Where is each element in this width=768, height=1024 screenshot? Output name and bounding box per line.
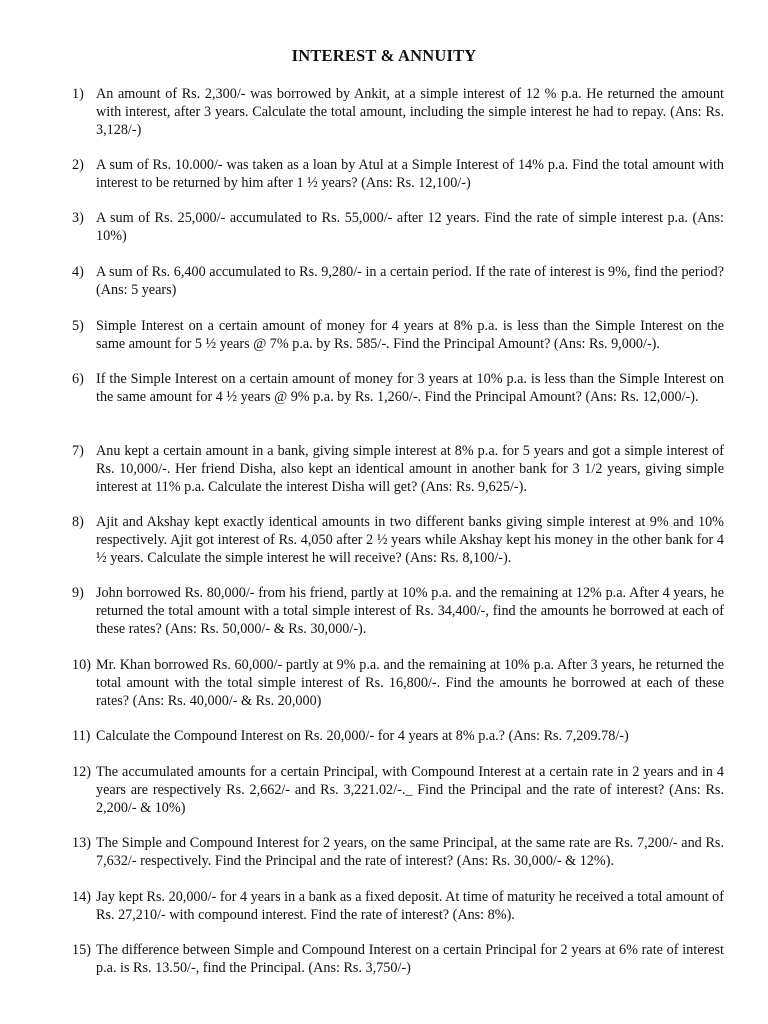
question-item <box>72 727 724 745</box>
question-number: 6) <box>72 371 84 387</box>
question-item <box>72 209 724 245</box>
question-item <box>72 85 724 139</box>
question-number: 13) <box>72 835 91 851</box>
question-item <box>72 941 724 977</box>
question-text: A sum of Rs. 6,400 accumulated to Rs. 9,280/- in a certain period. If the rate of interest is 9%, find the period? (Ans: 5 years) <box>96 264 724 298</box>
question-number: 1) <box>72 86 84 102</box>
question-text: If the Simple Interest on a certain amount of money for 3 years at 10% p.a. is less than the Simple Interest on the same amount for 4 ½ years @ 9% p.a. by Rs. 1,260/-. Find the Principal Amount? (Ans: Rs. 12,000/-). <box>96 371 724 405</box>
question-text: The accumulated amounts for a certain Principal, with Compound Interest at a certain rate in 2 years and in 4 years are respectively Rs. 2,662/- and Rs. 3,221.02/-._ Find the Principal and the rate of interest? (Ans: Rs. 2,200/- & 10%) <box>96 764 724 816</box>
question-number: 12) <box>72 764 91 780</box>
question-item <box>72 763 724 817</box>
question-number: 7) <box>72 443 84 459</box>
question-number: 14) <box>72 889 91 905</box>
question-item <box>72 263 724 299</box>
question-number: 3) <box>72 210 84 226</box>
question-text: A sum of Rs. 25,000/- accumulated to Rs. 55,000/- after 12 years. Find the rate of simple interest p.a. (Ans: 10%) <box>96 210 724 244</box>
question-number: 11) <box>72 728 91 744</box>
question-item <box>72 888 724 924</box>
question-item <box>72 513 724 567</box>
question-number: 10) <box>72 657 91 673</box>
question-number: 9) <box>72 585 84 601</box>
question-number: 4) <box>72 264 84 280</box>
question-text: The difference between Simple and Compound Interest on a certain Principal for 2 years at 6% rate of interest p.a. is Rs. 13.50/-, find the Principal. (Ans: Rs. 3,750/-) <box>96 942 724 976</box>
question-item <box>72 317 724 353</box>
question-text: The Simple and Compound Interest for 2 years, on the same Principal, at the same rate are Rs. 7,200/- and Rs. 7,632/- respectively. Find the Principal and the rate of interest? (Ans: Rs. 30,000/- & 12%). <box>96 835 724 869</box>
question-text: An amount of Rs. 2,300/- was borrowed by Ankit, at a simple interest of 12 % p.a. He returned the amount with interest, after 3 years. Calculate the total amount, including the simple interest he had to repay. (Ans: Rs. 3,128/-) <box>96 86 724 138</box>
question-text: Anu kept a certain amount in a bank, giving simple interest at 8% p.a. for 5 years and got a simple interest of Rs. 10,000/-. Her friend Disha, also kept an identical amount in another bank for 3 1/2 years, giving simple interest at 11% p.a. Calculate the interest Disha will get? (Ans: Rs. 9,625/-). <box>96 443 724 495</box>
question-number: 5) <box>72 318 84 334</box>
question-text: John borrowed Rs. 80,000/- from his friend, partly at 10% p.a. and the remaining at 12% p.a. After 4 years, he returned the total amount with a total simple interest of Rs. 34,400/-, find the amounts he borrowed at each of these rates? (Ans: Rs. 50,000/- & Rs. 30,000/-). <box>96 585 724 637</box>
question-item <box>72 442 724 496</box>
question-number: 15) <box>72 942 91 958</box>
question-item <box>72 834 724 870</box>
question-text: Simple Interest on a certain amount of money for 4 years at 8% p.a. is less than the Simple Interest on the same amount for 5 ½ years @ 7% p.a. by Rs. 585/-. Find the Principal Amount? (Ans: Rs. 9,000/-). <box>96 318 724 352</box>
question-item <box>72 584 724 638</box>
question-item <box>72 370 724 406</box>
question-text: Calculate the Compound Interest on Rs. 20,000/- for 4 years at 8% p.a.? (Ans: Rs. 7,209.78/-) <box>96 728 629 744</box>
question-item <box>72 156 724 192</box>
page-title: INTEREST & ANNUITY <box>291 46 477 65</box>
question-text: A sum of Rs. 10.000/- was taken as a loan by Atul at a Simple Interest of 14% p.a. Find the total amount with interest to be returned by him after 1 ½ years? (Ans: Rs. 12,100/-) <box>96 157 724 191</box>
question-text: Jay kept Rs. 20,000/- for 4 years in a bank as a fixed deposit. At time of maturity he received a total amount of Rs. 27,210/- with compound interest. Find the rate of interest? (Ans: 8%). <box>96 889 724 923</box>
question-item <box>72 656 724 710</box>
question-text: Ajit and Akshay kept exactly identical amounts in two different banks giving simple interest at 9% and 10% respectively. Ajit got interest of Rs. 4,050 after 2 ½ years while Akshay kept his money in the other bank for 4 ½ years. Calculate the simple interest he will receive? (Ans: Rs. 8,100/-). <box>96 514 724 566</box>
question-number: 2) <box>72 157 84 173</box>
question-text: Mr. Khan borrowed Rs. 60,000/- partly at 9% p.a. and the remaining at 10% p.a. After 3 years, he returned the total amount with the total simple interest of Rs. 16,800/-. Find the amounts he borrowed at each of these rates? (Ans: Rs. 40,000/- & Rs. 20,000) <box>96 657 724 709</box>
question-number: 8) <box>72 514 84 530</box>
